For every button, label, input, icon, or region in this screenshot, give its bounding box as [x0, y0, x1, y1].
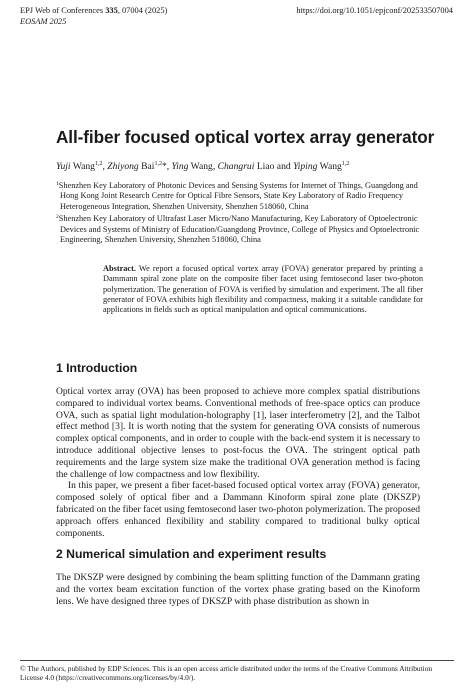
abstract-text: We report a focused optical vortex array (FOVA) generator prepared by printing a Dammann spiral zone plate on the composite fiber facet using femtosecond laser two-photon polymerization. The generation of FOVA is verified by simulation and experiment. The all fiber generator of FOVA exhibits high flexibility and compactness, making it a suitable candidate for applications in fields such as optical manipulation and optical communications. [103, 264, 423, 315]
journal-volume: 335 [105, 6, 118, 15]
author: Yiping Wang$^{1,2}$ [293, 161, 350, 172]
affiliation-1: $^1$Shenzhen Key Laboratory of Photonic Devices and Sensing Systems for Internet of Things, Guangdong and Hong Kong Joint Research Centre for Optical Fibre Sensors, State Key Laboratory of Radio Frequency Heterogeneous Integration, Shenzhen University, Shenzhen 518060, China [56, 181, 418, 211]
article-number: , 07004 (2025) [117, 6, 168, 15]
paragraph: Optical vortex array (OVA) has been proposed to achieve more complex spatial distributions compared to individual vortex beams. Conventional methods of free-space optics can produce OVA, such as spatial light modulation-holography [1], laser interferometry [2], and the Talbot effect method [3]. It is worth noting that the system for generating OVA consists of numerous complex optical components, and in order to couple with the back-end system it is necessary to introduce additional objective lenses to post-focus the OVA. The stringent optical path requirements and the large system size make the traditional OVA generation method is facing the challenge of low compactness and low flexibility. [56, 386, 420, 480]
running-header-left [20, 6, 167, 27]
conference-name: EOSAM 2025 [20, 16, 67, 26]
affiliations [56, 179, 426, 245]
author: Zhiyong Bai$^{1,2}$*, [107, 161, 172, 172]
results-body [56, 572, 420, 607]
section-heading-results: 2 Numerical simulation and experiment results [56, 547, 327, 561]
license-footer [20, 660, 454, 682]
affiliation-2: $^2$Shenzhen Key Laboratory of Ultrafast Laser Micro/Nano Manufacturing, Key Laboratory of Optoelectronic Devices and Systems of Ministry of Education/Guangdong Province, College of Physics and Optoelectronic Engineering, Shenzhen University, Shenzhen 518060, China [56, 214, 420, 245]
author: Yuji Wang$^{1,2}$, [56, 161, 108, 172]
introduction-body [56, 386, 420, 539]
paragraph: In this paper, we present a fiber facet-based focused optical vortex array (FOVA) generator, composed solely of optical fiber and a Dammann Kinoform spiral zone plate (DKSZP) fabricated on the fiber facet using femtosecond laser two-photon polymerization. The proposed approach offers enhanced flexibility and stability compared to traditional bulky optical components. [56, 480, 420, 539]
paper-title: All-fiber focused optical vortex array generator [56, 127, 435, 147]
author: Changrui Liao and [217, 161, 294, 172]
section-heading-introduction: 1 Introduction [56, 361, 138, 375]
paragraph: The DKSZP were designed by combining the beam splitting function of the Dammann grating and the vortex beam excitation function of the vortex phase grating based on the Kinoform lens. We have designed three types of DKSZP with phase distribution as shown in [56, 572, 420, 607]
journal-name: EPJ Web of Conferences [20, 6, 104, 15]
author-list [56, 161, 349, 172]
abstract-label: Abstract. [103, 264, 136, 273]
abstract [103, 264, 423, 315]
author: Ying Wang, [171, 161, 218, 172]
doi-link[interactable]: https://doi.org/10.1051/epjconf/202533507004 [296, 6, 453, 15]
footer-divider [20, 660, 454, 661]
license-text: © The Authors, published by EDP Sciences. This is an open access article distributed under the terms of the Creative Commons Attribution License 4.0 (https://creativecommons.org/licenses/by/4.0/). [20, 664, 433, 682]
